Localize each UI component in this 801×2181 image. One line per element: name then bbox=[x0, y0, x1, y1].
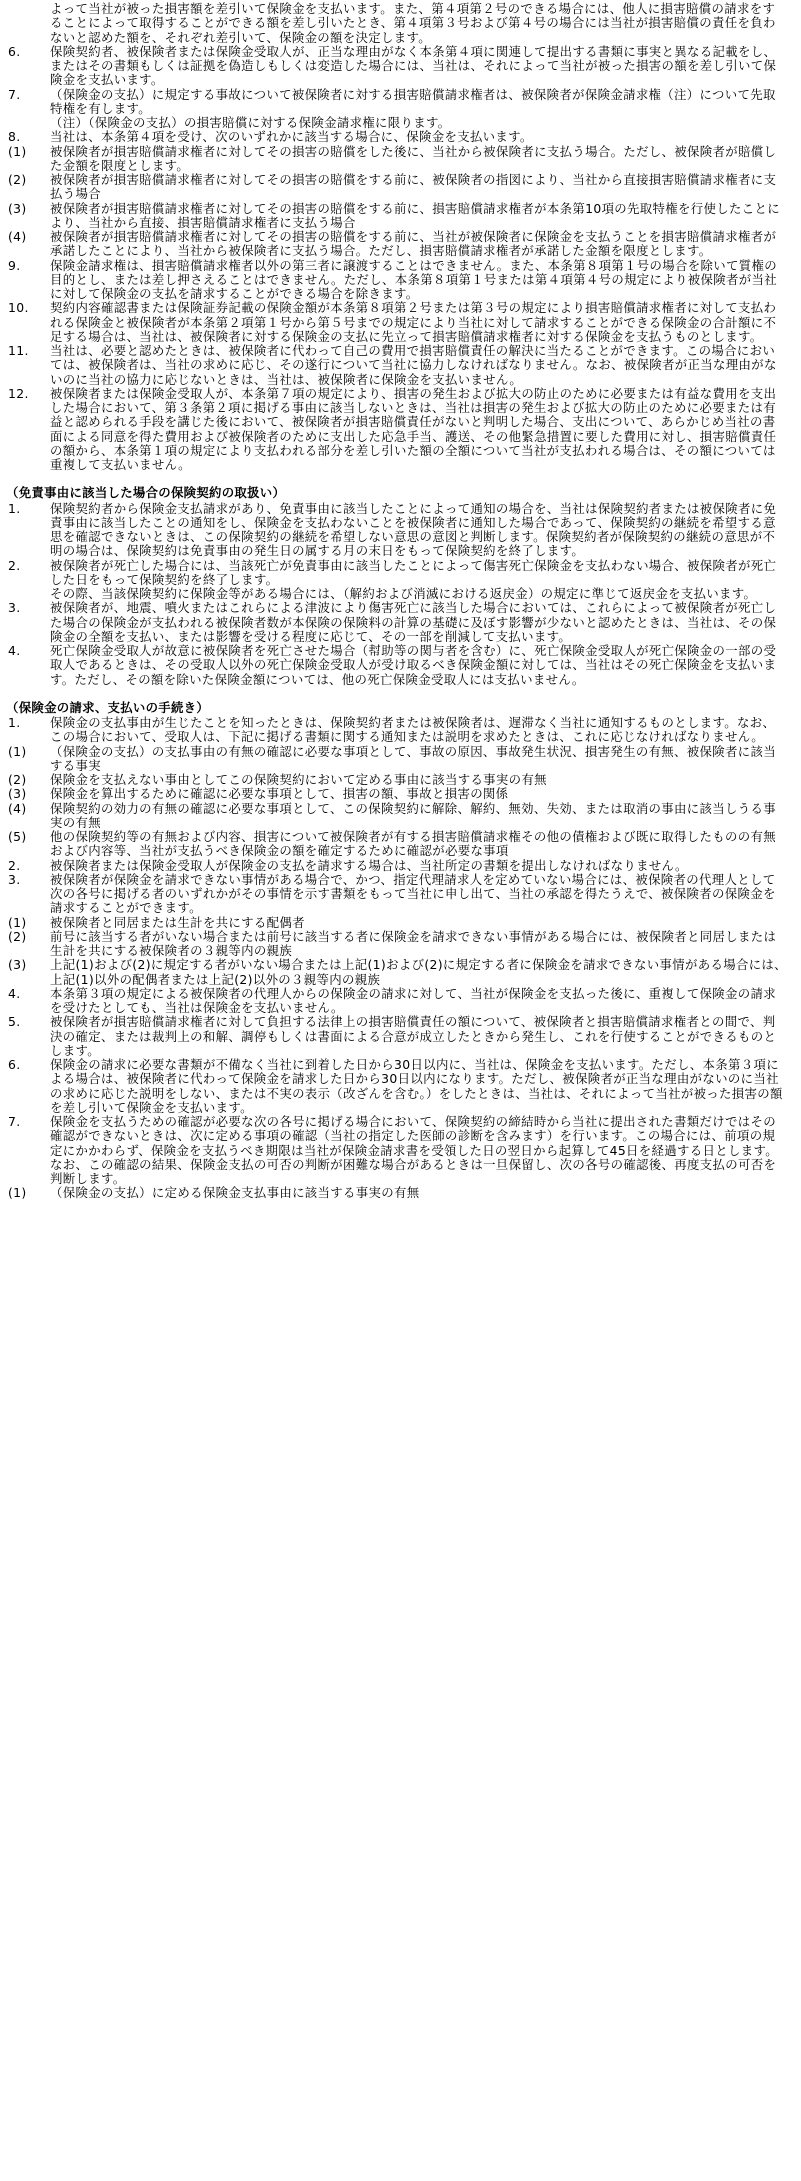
clause-number: 9. bbox=[8, 257, 21, 273]
clause-paragraph bbox=[0, 259, 801, 302]
clause-number: (1) bbox=[8, 143, 27, 159]
clause-text: 保険契約の効力の有無の確認に必要な事項として、この保険契約に解除、解約、無効、失効、または取消の事由に該当しうる事実の有無 bbox=[50, 800, 776, 830]
clause-number: (2) bbox=[8, 172, 27, 187]
clause-text: 保険金の請求に必要な書類が不備なく当社に到着した日から30日以内に、当社は、保険金を支払います。ただし、本条第３項による場合は、被保険者に代わって保険金を請求した日から30日以内になります。ただし、被保険者が正当な理由がないのに当社の求めに応じた説明をしない、または不実の表示（改ざんを含む。）をしたときは、当社は、それによって当社が被った損害の額を差し引いて保険金を支払います。 bbox=[50, 1057, 783, 1115]
clause-text: 被保険者が損害賠償請求権者に対してその損害の賠償をした後に、当社から被保険者に支払う場合。ただし、被保険者が賠償した金額を限度とします。 bbox=[50, 143, 777, 173]
clause-number: (2) bbox=[8, 928, 27, 944]
clause-paragraph bbox=[0, 716, 801, 745]
clause-text: 保険金請求権は、損害賠償請求権者以外の第三者に譲渡することはできません。また、本条第８項第１号の場合を除いて質権の目的とし、または差し押さえることはできません。ただし、本条第８項第１号または第４項第４号の規定により被保険者が当社に対して保険金の支払を請求することができる場合を除きます。 bbox=[50, 257, 777, 301]
section-title: （免責事由に該当した場合の保険契約の取扱い） bbox=[6, 485, 286, 501]
clause-number: (3) bbox=[8, 957, 27, 973]
clause-text: 上記(1)および(2)に規定する者がいない場合または上記(1)および(2)に規定する者に保険金を請求できない事情がある場合には、上記(1)以外の配偶者または上記(2)以外の３親等内の親族 bbox=[50, 957, 787, 987]
clause-text: 被保険者が死亡した場合には、当該死亡が免責事由に該当したことによって傷害死亡保険金を支払わない場合、被保険者が死亡した日をもって保険契約を終了します。 bbox=[50, 557, 777, 587]
clause-paragraph bbox=[0, 1186, 801, 1200]
clause-paragraph bbox=[0, 802, 801, 831]
clause-paragraph bbox=[0, 745, 801, 774]
clause-paragraph bbox=[0, 88, 801, 117]
clause-number: 11. bbox=[8, 343, 29, 358]
clause-text: その際、当該保険契約に保険金等がある場合には、（解約および消滅における返戻金）の規定に準じて返戻金を支払います。 bbox=[50, 586, 757, 601]
clause-number: 2. bbox=[8, 857, 21, 873]
clause-text: 保険契約者から保険金支払請求があり、免責事由に該当したことによって通知の場合を、当社は保険契約者または被保険者に免責事由に該当したことの通知をし、保険金を支払わないことを被保険者に通知した場合であって、保険契約の継続を希望する意思を確認できないときは、この保険契約の継続を希望しない意思の意図と判断します。保険契約者が保険契約の継続の意思が不明の場合は、保険契約は免責事由の発生日の属する月の末日をもって保険契約を終了します。 bbox=[50, 500, 777, 559]
clause-number: (1) bbox=[8, 1185, 27, 1201]
clause-number: (4) bbox=[8, 800, 27, 816]
clause-number: 4. bbox=[8, 643, 21, 658]
clause-number: 1. bbox=[8, 500, 21, 516]
clause-paragraph bbox=[0, 559, 801, 588]
policy-document bbox=[0, 2, 801, 2181]
clause-text: 被保険者が損害賠償請求権者に対してその損害の賠償をする前に、当社が被保険者に保険金を支払うことを損害賠償請求権者が承諾したことにより、当社から被保険者に支払う場合。ただし、損害賠償請求権者が承諾した金額を限度とします。 bbox=[50, 229, 777, 259]
clause-text: 保険契約者、被保険者または保険金受取人が、正当な理由がなく本条第４項に関連して提出する書類に事実と異なる記載をし、またはその書類もしくは証拠を偽造しもしくは変造した場合には、当社は、それによって当社が被った損害の額を差し引いて保険金を支払います。 bbox=[50, 43, 777, 88]
clause-paragraph bbox=[0, 587, 801, 601]
clause-text: 被保険者が損害賠償請求権者に対してその損害の賠償をする前に、被保険者の指図により、当社から直接損害賠償請求権者に支払う場合 bbox=[50, 172, 777, 202]
clause-paragraph bbox=[0, 344, 801, 387]
clause-text: （保険金の支払）の支払事由の有無の確認に必要な事項として、事故の原因、事故発生状況、損害発生の有無、被保険者に該当する事実 bbox=[50, 743, 776, 773]
clause-text: （保険金の支払）に定める保険金支払事由に該当する事実の有無 bbox=[50, 1185, 420, 1201]
clause-number: 5. bbox=[8, 1014, 21, 1030]
clause-number: 8. bbox=[8, 129, 21, 145]
clause-paragraph bbox=[0, 644, 801, 687]
clause-number: 7. bbox=[8, 86, 21, 102]
clause-number: (2) bbox=[8, 772, 27, 787]
clause-paragraph bbox=[0, 773, 801, 787]
clause-text: 被保険者と同居または生計を共にする配偶者 bbox=[50, 914, 305, 930]
clause-paragraph bbox=[0, 1015, 801, 1058]
clause-number: (1) bbox=[8, 914, 27, 930]
clause-text: 被保険者が損害賠償請求権者に対して負担する法律上の損害賠償責任の額について、被保険者と損害賠償請求権者との間で、判決の確定、または裁判上の和解、調停もしくは書面による合意が成立したときから発生し、これを行使することができるものとします。 bbox=[50, 1014, 777, 1058]
clause-paragraph bbox=[0, 873, 801, 916]
clause-paragraph bbox=[0, 45, 801, 88]
clause-paragraph bbox=[0, 202, 801, 231]
clause-text: 契約内容確認書または保険証券記載の保険金額が本条第８項第２号または第３号の規定により損害賠償請求権者に対して支払われる保険金と被保険者が本条第２項第１号から第５号までの規定により当社に対して請求することができる保険金の合計額に不足する場合は、当社は、被保険者に対する保険金の支払に先立って損害賠償請求権者に対する保険金を支払うものとします。 bbox=[50, 300, 777, 344]
clause-text: 他の保険契約等の有無および内容、損害について被保険者が有する損害賠償請求権その他の債権および既に取得したものの有無および内容等、当社が支払うべき保険金の額を確定するために確認が必要な事項 bbox=[50, 829, 776, 859]
clause-number: (1) bbox=[8, 743, 27, 759]
clause-paragraph bbox=[0, 787, 801, 801]
clause-text: よって当社が被った損害額を差引いて保険金を支払います。また、第４項第２号のできる場合には、他人に損害賠償の請求をすることによって取得することができる額を差し引いたとき、第４項第３号および第４号の場合には当社が損害賠償の責任を負わないと認めた額を、それぞれ差引いて、保険金の額を決定します。 bbox=[50, 2, 776, 45]
clause-paragraph bbox=[0, 987, 801, 1016]
clause-text: 被保険者または保険金受取人が保険金の支払を請求する場合は、当社所定の書類を提出しなければなりません。 bbox=[50, 857, 688, 873]
clause-text: 保険金を支払うための確認が必要な次の各号に掲げる場合において、保険契約の締結時から当社に提出された書類だけではその確認ができないときは、次に定める事項の確認（当社の指定した医師の診断を含みます）を行います。この場合には、前項の規定にかかわらず、保険金を支払うべき期限は当社が保険金請求書を受領した日の翌日から起算して45日を経過する日とします。なお、この確認の結果、保険金支払の可否の判断が困難な場合があるときは一旦保留し、次の各号の確認後、再度支払の可否を判断します。 bbox=[50, 1114, 778, 1186]
clause-number: 12. bbox=[8, 385, 29, 401]
clause-text: 当社は、必要と認めたときは、被保険者に代わって自己の費用で損害賠償責任の解決に当たることができます。この場合においては、被保険者は、当社の求めに応じ、その遂行について当社に協力しなければなりません。なお、被保険者が正当な理由がないのに当社の協力に応じないときは、当社は、被保険者に保険金を支払いません。 bbox=[50, 343, 777, 387]
clause-paragraph bbox=[0, 1058, 801, 1115]
clause-number: 6. bbox=[8, 1057, 21, 1072]
clause-text: 本条第３項の規定による被保険者の代理人からの保険金の請求に対して、当社が保険金を支払った後に、重複して保険金の請求を受けたとしても、当社は保険金を支払いません。 bbox=[50, 985, 776, 1015]
clause-text: 保険金を算出するために確認に必要な事項として、損害の額、事故と損害の関係 bbox=[50, 786, 509, 802]
clause-number: 4. bbox=[8, 985, 21, 1001]
clause-text: 保険金の支払事由が生じたことを知ったときは、保険契約者または被保険者は、遅滞なく当社に通知するものとします。なお、この場合において、受取人は、下記に掲げる書類に関する通知または説明を求めたときは、これに応じなければなりません。 bbox=[50, 715, 776, 745]
clause-text: 保険金を支払えない事由としてこの保険契約において定める事由に該当する事実の有無 bbox=[50, 772, 547, 787]
clause-number: 3. bbox=[8, 871, 21, 887]
clause-paragraph bbox=[0, 2, 801, 45]
clause-paragraph bbox=[0, 387, 801, 473]
clause-paragraph bbox=[0, 502, 801, 559]
clause-number: 10. bbox=[8, 300, 29, 316]
clause-paragraph bbox=[0, 930, 801, 959]
clause-number: (3) bbox=[8, 200, 27, 216]
clause-text: 被保険者が損害賠償請求権者に対してその損害の賠償をする前に、損害賠償請求権者が本条第10項の先取特権を行使したことにより、当社から直接、損害賠償請求権者に支払う場合 bbox=[50, 200, 780, 230]
clause-paragraph bbox=[0, 916, 801, 930]
clause-paragraph bbox=[0, 830, 801, 859]
clause-number: 6. bbox=[8, 43, 21, 59]
clause-text: 被保険者が、地震、噴火またはこれらによる津波により傷害死亡に該当した場合においては、これらによって被保険者が死亡した場合の保険金が支払われる被保険者数が本保険の保険料の計算の基礎に及ぼす影響が少ないと認めたときは、当社は、その保険金の全額を支払い、または影響を受ける程度に応じて、その一部を削減して支払います。 bbox=[50, 600, 777, 644]
clause-paragraph bbox=[0, 301, 801, 344]
clause-paragraph bbox=[0, 130, 801, 144]
clause-paragraph bbox=[0, 958, 801, 987]
clause-text: 前号に該当する者がいない場合または前号に該当する者に保険金を請求できない事情がある場合には、被保険者と同居しまたは生計を共にする被保険者の３親等内の親族 bbox=[50, 928, 777, 958]
clause-text: （保険金の支払）に規定する事故について被保険者に対する損害賠償請求権者は、被保険者が保険金請求権（注）について先取特権を有します。 bbox=[50, 86, 776, 116]
clause-paragraph bbox=[0, 230, 801, 259]
clause-text: 被保険者が保険金を請求できない事情がある場合で、かつ、指定代理請求人を定めていない場合には、被保険者の代理人として次の各号に掲げる者のいずれかがその事情を示す書類をもって当社に申し出て、当社の承認を得たうえで、被保険者の保険金を請求することができます。 bbox=[50, 871, 776, 916]
clause-text: （注）（保険金の支払）の損害賠償に対する保険金請求権に限ります。 bbox=[50, 115, 451, 130]
clause-number: 1. bbox=[8, 715, 21, 730]
clause-number: (5) bbox=[8, 829, 27, 844]
clause-paragraph bbox=[0, 601, 801, 644]
clause-number: 7. bbox=[8, 1114, 21, 1129]
clause-number: 2. bbox=[8, 557, 21, 573]
clause-number: (4) bbox=[8, 229, 27, 244]
clause-paragraph bbox=[0, 145, 801, 174]
clause-text: 被保険者または保険金受取人が、本条第７項の規定により、損害の発生および拡大の防止のために必要または有益な費用を支出した場合において、第３条第２項に掲げる事由に該当しないときは、当社は損害の発生および拡大の防止のために必要または有益と認められる手段を講じた後において、被保険者が損害賠償責任がないと判明した場合、支出について、あらかじめ当社の書面による同意を得た費用および被保険者のために支出した応急手当、護送、その他緊急措置に要した費用に対し、損害賠償責任の額から、本条第１項の規定により支払われる部分を差し引いた額の全額について当社が支払われる場合は、その額については重複して支払いません。 bbox=[50, 385, 777, 472]
clause-paragraph bbox=[0, 116, 801, 130]
clause-number: (3) bbox=[8, 786, 27, 802]
clause-paragraph bbox=[0, 173, 801, 202]
clause-paragraph bbox=[0, 1115, 801, 1186]
section-title: （保険金の請求、支払いの手続き） bbox=[6, 699, 210, 715]
clause-number: 3. bbox=[8, 600, 21, 616]
clause-text: 死亡保険金受取人が故意に被保険者を死亡させた場合（幇助等の関与者を含む）に、死亡保険金受取人が死亡保険金の一部の受取人であるときは、その受取人以外の死亡保険金受取人が受け取るべき保険金額に対しては、当社はその死亡保険金を支払います。ただし、その額を除いた保険金額については、他の死亡保険金受取人には支払いません。 bbox=[50, 643, 777, 687]
clause-text: 当社は、本条第４項を受け、次のいずれかに該当する場合に、保険金を支払います。 bbox=[50, 129, 533, 145]
clause-paragraph bbox=[0, 859, 801, 873]
